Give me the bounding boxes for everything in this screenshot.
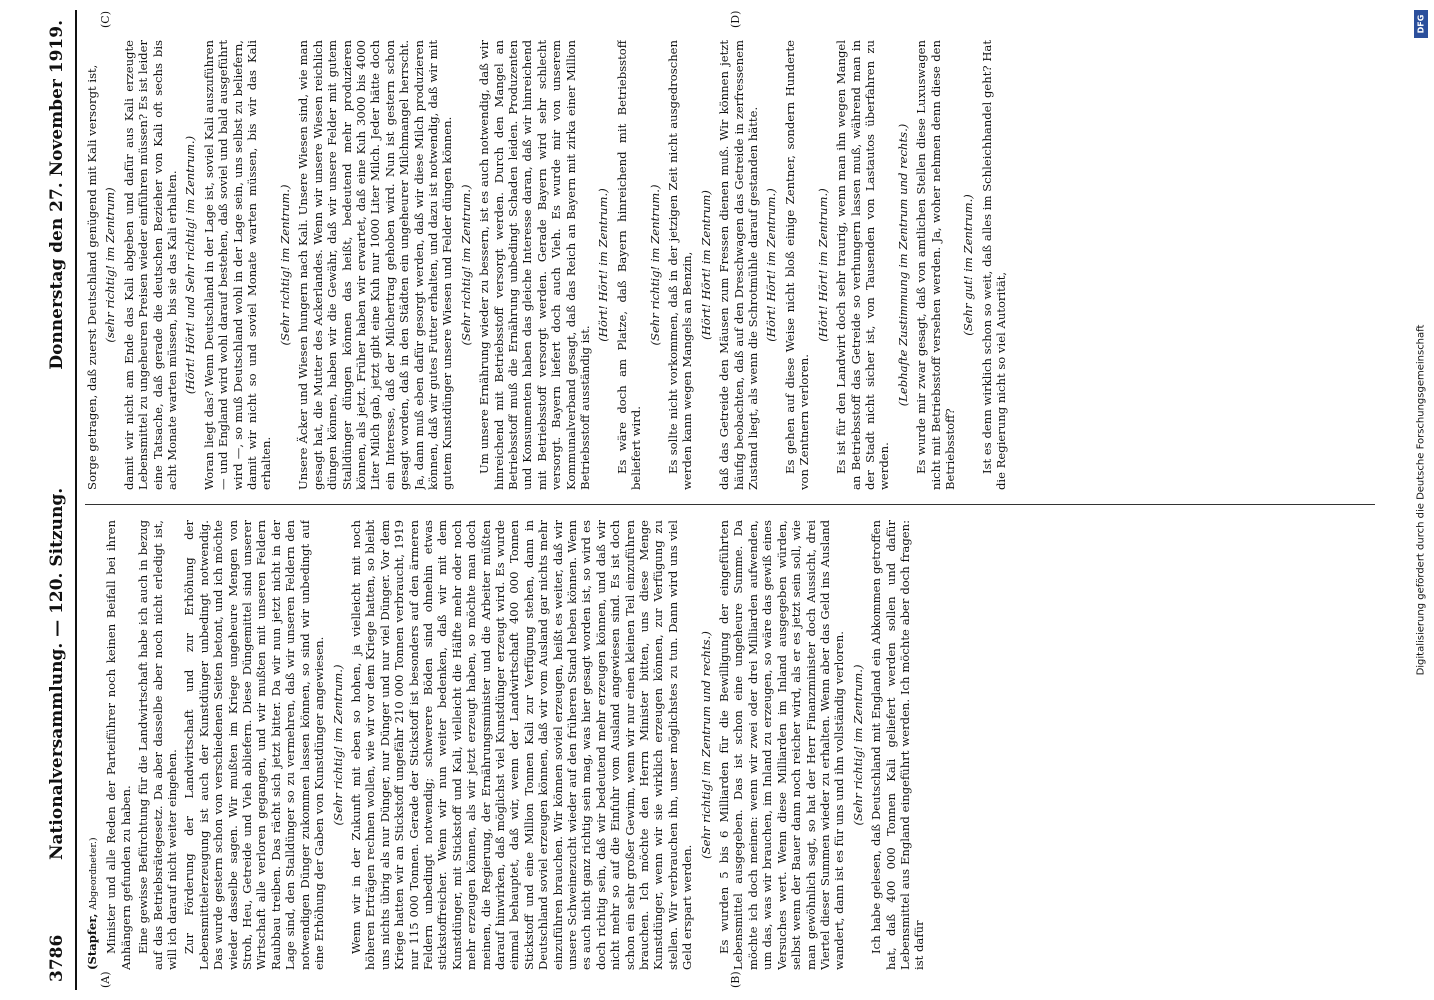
paragraph: Minister und alle Reden der Parteiführer noch keinen Beifall bei ihren Anhängern gefunden zu haben. bbox=[104, 520, 133, 970]
interjection: (Sehr richtig! im Zentrum und rechts.) bbox=[698, 631, 713, 859]
paragraph: Zur Förderung der Landwirtschaft und zur Erhöhung der Lebensmittelerzeugung ist auch der Kunstdünger unbedingt notwendig. Das wurde gestern schon von verschiedenen Seiten betont, und ich möchte wieder dasselbe sagen. Wir mußten im Kriege ungeheure Mengen von Stroh, Heu, Getreide und Vieh abliefern. Diese Düngemittel sind unserer Wirtschaft alle verloren gegangen, und wir mußten mit unseren Feldern Raubbau treiben. Das rächt sich jetzt bitter. Da wir nun jetzt nicht in der Lage sind, den Stalldünger so zu vermehren, daß wir unseren Feldern den notwendigen Dünger zukommen lassen können, so sind wir unbedingt auf eine Erhöhung der Gaben von Kunstdünger angewiesen. bbox=[182, 520, 327, 970]
session-date: Donnerstag den 27. November 1919. bbox=[47, 20, 67, 370]
paragraph: Sorge getragen, daß zuerst Deutschland genügend mit Kali versorgt ist, bbox=[85, 64, 99, 490]
paragraph: daß das Getreide den Mäusen zum Fressen dienen muß. Wir können jetzt häufig beobachten, daß auf den Dreschwagen das Getreide in zerfressenem Zustand liegt, als wenn die Schrotmühle darauf gestanden hätte. bbox=[717, 40, 761, 490]
left-text-column bbox=[85, 520, 1385, 970]
interjection: (Lebhafte Zustimmung im Zentrum und rechts.) bbox=[895, 123, 910, 407]
page-number: 3786 bbox=[47, 934, 67, 982]
interjection: (sehr richtig! im Zentrum) bbox=[103, 187, 118, 343]
document-page bbox=[37, 10, 1397, 990]
paragraph: Es wurden 5 bis 6 Milliarden für die Bewilligung der eingeführten Lebensmittel ausgegeben. Das ist schon eine ungeheure Summe. Da möchte ich doch meinen: wenn wir zwei oder drei Milliarden aufwenden, um das, was wir brauchen, im Inland zu erzeugen, so wäre das gewiß eines Versuches wert. Wenn diese Milliarden im Inland ausgegeben würden, selbst wenn der Bauer dann noch reicher wird, als er es jetzt sein soll, wie man gewöhnlich sagt, so hat der Herr Finanzminister doch Aussicht, drei Viertel dieser Summen wieder zu erhalten. Wenn aber das Geld ins Ausland wandert, dann ist es für uns und ihn vollständig verloren. bbox=[717, 520, 847, 970]
interjection: (Sehr richtig! im Zentrum.) bbox=[330, 664, 345, 826]
paragraph: damit wir nicht am Ende das Kali abgeben und dafür aus Kali erzeugte Lebensmittel zu ungeheuren Preisen wieder einführen müssen? Es ist leider eine Tatsache, daß gerade die deutschen Bezieher von Kali oft sechs bis acht Monate warten müssen, bis sie das Kali erhalten. bbox=[121, 40, 180, 490]
speaker-line bbox=[85, 520, 101, 970]
column-divider bbox=[85, 504, 1375, 505]
paragraph: Wenn wir in der Zukunft mit eben so hohen, ja vielleicht mit noch höheren Erträgen rechnen wollen, wie wir vor dem Kriege hatten, so bleibt uns nichts übrig als nur Dünger, nur Dünger und nur viel Dünger. Vor dem Kriege hatten wir an Stickstoff ungefähr 210 000 Tonnen verbraucht, 1919 nur 115 000 Tonnen. Gerade der Stickstoff ist besonders auf den ärmeren Feldern unbedingt notwendig; schwerere Böden sind ohnehin etwas stickstoffreicher. Wenn wir nun weiter bedenken, daß wir mit dem Kunstdünger, mit Stickstoff und Kali, vielleicht die Hälfte mehr oder noch mehr erzeugen können, als wir jetzt erzeugt haben, so möchte man doch meinen, die Regierung, der Ernährungsminister und die Arbeiter müßten darauf hinwirken, daß möglichst viel Kunstdünger erzeugt wird. Es wurde einmal behauptet, daß wir, wenn der Landwirtschaft 400 000 Tonnen Stickstoff und eine Million Tonnen Kali zur Verfügung stehen, dann in Deutschland soviel erzeugen können, daß wir vom Ausland gar nichts mehr einzuführen brauchen. Wir können soviel erzeugen, heißt es weiter, daß wir unsere Schweinezucht wieder auf den früheren Stand heben können. Wenn es auch nicht ganz richtig sein mag, was hier gesagt worden ist, so wird es doch richtig sein, daß wir bedeutend mehr erzeugen können, und daß wir nicht mehr so auf die Einfuhr vom Ausland angewiesen sind. Es ist doch schon ein sehr großer Gewinn, wenn wir nur einen kleinen Teil einzuführen brauchen. Ich möchte den Herrn Minister bitten, uns diese Menge Kunstdünger, wenn wir sie wirklich erzeugen können, zur Verfügung zu stellen. Wir verbrauchen ihn, unser möglichstes zu tun. Dann wird uns viel Geld erspart werden. bbox=[348, 520, 695, 970]
margin-mark-b: (B) bbox=[729, 971, 742, 988]
interjection: (Hört! Hört! im Zentrum.) bbox=[764, 188, 779, 342]
interjection: (Sehr richtig! im Zentrum.) bbox=[277, 184, 292, 346]
dfg-logo: DFG bbox=[1414, 10, 1428, 38]
interjection: (Sehr richtig! im Zentrum.) bbox=[850, 664, 865, 826]
right-text-column bbox=[85, 40, 1385, 490]
margin-mark-a: (A) bbox=[99, 971, 112, 988]
interjection: (Sehr gut! im Zentrum.) bbox=[961, 194, 976, 336]
digitization-credit bbox=[1414, 10, 1428, 990]
interjection: (Hört! Hört! im Zentrum.) bbox=[596, 188, 611, 342]
interjection: (Hört! Hört! im Zentrum) bbox=[698, 190, 713, 340]
speaker-role: Abgeordneter.) bbox=[88, 837, 99, 910]
paragraph: Ist es denn wirklich schon so weit, daß alles im Schleichhandel geht? Hat die Regierung nicht so viel Autorität, bbox=[979, 40, 1009, 490]
paragraph: Woran liegt das? Wenn Deutschland in der Lage ist, soviel Kali auszuführen — und England wird wohl darauf bestehen, daß soviel und bald ausgeführt wird —, so muß Deutschland wohl in der Lage sein, uns selbst zu beliefern, damit wir nicht so und soviel Monate warten müssen, bis wir das Kali erhalten. bbox=[201, 40, 274, 490]
session-title: Nationalversammlung. — 120. Sitzung. bbox=[47, 487, 67, 860]
page-header bbox=[37, 10, 77, 990]
interjection: (Hört! Hört! und Sehr richtig! im Zentrum.) bbox=[183, 135, 198, 395]
paragraph: Ich habe gelesen, daß Deutschland mit England ein Abkommen getroffen hat, daß 400 000 Tonnen Kali geliefert werden sollen und dafür Lebensmittel aus England eingeführt werden. Ich möchte aber doch fragen: ist dafür bbox=[869, 520, 927, 970]
credit-text: Digitalisierung gefördert durch die Deutsche Forschungsgemeinschaft bbox=[1415, 324, 1427, 676]
paragraph: Es wurde mir zwar gesagt, daß von amtlichen Stellen diese Luxuswagen nicht mit Betriebsstoff versehen werden. Ja, woher nehmen denn diese den Betriebsstoff? bbox=[914, 40, 957, 490]
paragraph: Es ist für den Landwirt doch sehr traurig, wenn man ihn wegen Mangel an Betriebsstoff das Getreide so verhungern lassen muß, während man in der Stadt nicht sicher ist, von Tausenden von Lastautos überfahren zu werden. bbox=[834, 40, 892, 490]
paragraph: Unsere Äcker und Wiesen hungern nach Kali. Unsere Wiesen sind, wie man gesagt hat, die Mutter des Ackerlandes. Wenn wir unsere Wiesen reichlich düngen können, haben wir die Gewähr, daß wir unsere Felder mit gutem Stalldünger düngen können das heißt, bedeutend mehr produzieren können, als jetzt. Früher haben wir erwartet, daß eine Kuh 3000 bis 4000 Liter Milch gab, jetzt gibt eine Kuh nur 1000 Liter Milch. Jeder hätte doch ein Interesse, daß der Milchertrag gehoben wird. Nun ist gestern schon gesagt worden, daß in den Städten ein ungeheurer Milchmangel herrscht. Ja, dann muß eben dafür gesorgt werden, daß wir diese Milch produzieren können, daß wir gutes Futter erhalten, und dazu ist notwendig, daß wir mit gutem Kunstdünger unsere Wiesen und Felder düngen können. bbox=[296, 40, 455, 490]
paragraph: Eine gewisse Befürchtung für die Landwirtschaft habe ich auch in bezug auf das Betriebsrätegesetz. Da aber dasselbe aber noch nicht erledigt ist, will ich darauf nicht weiter eingehen. bbox=[136, 520, 180, 970]
speaker-name: (Stapfer, bbox=[85, 913, 99, 970]
paragraph: Es wäre doch am Platze, daß Bayern hinreichend mit Betriebsstoff beliefert wird. bbox=[614, 40, 644, 490]
margin-mark-c: (C) bbox=[99, 11, 112, 28]
margin-mark-d: (D) bbox=[729, 10, 742, 28]
interjection: (Hört! Hört! im Zentrum.) bbox=[815, 188, 830, 342]
paragraph: Es sollte nicht vorkommen, daß in der jetzigen Zeit nicht ausgedroschen werden kann wegen Mangels an Benzin, bbox=[666, 40, 695, 490]
paragraph: Es gehen auf diese Weise nicht bloß einige Zentner, sondern Hunderte von Zentnern verloren. bbox=[782, 40, 812, 490]
interjection: (Sehr richtig! im Zentrum.) bbox=[458, 184, 473, 346]
interjection: (Sehr richtig! im Zentrum.) bbox=[647, 184, 662, 346]
paragraph: Um unsere Ernährung wieder zu bessern, ist es auch notwendig, daß wir hinreichend mit Betriebsstoff versorgt werden. Durch den Mangel an Betriebsstoff muß die Ernährung unbedingt Schaden leiden. Produzenten und Konsumenten haben das gleiche Interesse daran, daß wir hinreichend mit Betriebsstoff versorgt werden. Gerade Bayern wird sehr schlecht versorgt. Bayern liefert doch auch Vieh. Es wurde mir von unserem Kommunalverband gesagt, daß das Reich an Bayern mit zirka einer Million Betriebsstoff ausständig ist. bbox=[477, 40, 592, 490]
